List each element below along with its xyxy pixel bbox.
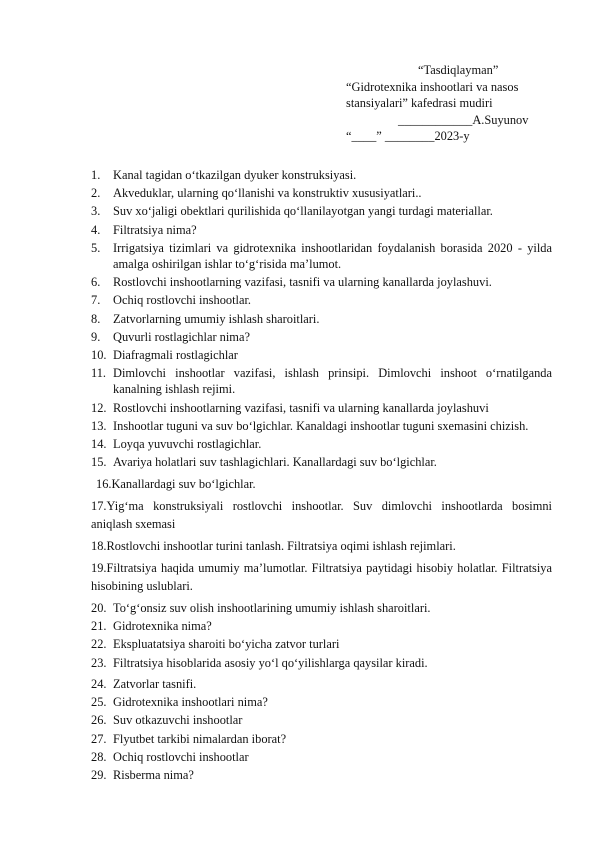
question-text: Filtratsiya hisoblarida asosiy yo‘l qo‘yilishlarga qaysilar kiradi. <box>113 655 428 670</box>
question-item: 19.Filtratsiya haqida umumiy ma’lumotlar. Filtratsiya paytidagi hisobiy holatlar. Filtratsiya hisobining uslublari. <box>91 561 552 594</box>
question-item <box>91 767 552 783</box>
question-text: Suv xo‘jaligi obektlari qurilishida qo‘llanilayotgan yangi turdagi materiallar. <box>113 204 493 219</box>
question-text: Ekspluatatsiya sharoiti bo‘yicha zatvor turlari <box>113 637 340 652</box>
question-number: 10. <box>91 347 107 362</box>
question-text: Avariya holatlari suv tashlagichlari. Kanallardagi suv bo‘lgichlar. <box>113 455 437 470</box>
question-number: 22. <box>91 637 107 652</box>
question-text: Risberma nima? <box>113 767 194 782</box>
question-item <box>91 365 552 398</box>
question-item <box>91 329 552 345</box>
question-item <box>91 292 552 308</box>
question-number: 8. <box>91 311 101 326</box>
question-item: 18.Rostlovchi inshootlar turini tanlash. Filtratsiya oqimi ishlash rejimlari. <box>91 538 456 553</box>
question-text: Diafragmali rostlagichlar <box>113 347 238 362</box>
question-item <box>91 167 552 183</box>
question-text: Rostlovchi inshootlarning vazifasi, tasnifi va ularning kanallarda joylashuvi. <box>113 275 492 290</box>
question-item <box>91 347 552 363</box>
question-text: Flyutbet tarkibi nimalardan iborat? <box>113 731 287 746</box>
question-item <box>91 655 552 671</box>
question-item <box>91 311 552 327</box>
question-item <box>91 185 552 201</box>
question-item: 16.Kanallardagi suv bo‘lgichlar. <box>96 476 256 491</box>
question-text: Gidrotexnika inshootlari nima? <box>113 695 268 710</box>
question-item <box>91 731 552 747</box>
question-text: Filtratsiya nima? <box>113 222 197 237</box>
question-number: 21. <box>91 619 107 634</box>
question-item <box>91 240 552 273</box>
approval-block <box>346 62 566 145</box>
question-number: 3. <box>91 204 101 219</box>
question-item <box>91 676 552 692</box>
question-number: 25. <box>91 695 107 710</box>
question-item <box>91 618 552 634</box>
question-number: 26. <box>91 713 107 728</box>
question-number: 13. <box>91 418 107 433</box>
question-number: 14. <box>91 437 107 452</box>
signature-line: ____________A.Suyunov <box>398 112 529 127</box>
question-number: 6. <box>91 275 101 290</box>
question-number: 11. <box>91 366 107 381</box>
question-item <box>91 712 552 728</box>
question-number: 23. <box>91 655 107 670</box>
department-line-1: “Gidrotexnika inshootlari va nasos <box>346 79 519 94</box>
date-line: “____” ________2023-y <box>346 129 470 143</box>
question-number: 20. <box>91 601 107 616</box>
question-item <box>91 203 552 219</box>
question-number: 7. <box>91 293 101 308</box>
question-number: 29. <box>91 767 107 782</box>
question-item <box>91 418 552 434</box>
question-text: Irrigatsiya tizimlari va gidrotexnika inshootlaridan foydalanish borasida 2020 - yilda amalga oshirilgan ishlar to‘g‘risida ma’lumot. <box>113 240 552 272</box>
question-item: 17.Yig‘ma konstruksiyali rostlovchi inshootlar. Suv dimlovchi inshootlarda bosimni aniqlash sxemasi <box>91 498 552 531</box>
question-number: 9. <box>91 329 101 344</box>
question-number: 28. <box>91 749 107 764</box>
question-text: Kanal tagidan o‘tkazilgan dyuker konstruksiyasi. <box>113 168 357 182</box>
question-text: Ochiq rostlovchi inshootlar <box>113 749 249 764</box>
question-text: To‘g‘onsiz suv olish inshootlarining umumiy ishlash sharoitlari. <box>113 601 431 616</box>
question-item <box>91 274 552 290</box>
question-text: Suv otkazuvchi inshootlar <box>113 713 243 728</box>
question-number: 24. <box>91 676 107 691</box>
question-item <box>91 454 552 470</box>
question-text: Zatvorlar tasnifi. <box>113 676 197 691</box>
question-text: Zatvorlarning umumiy ishlash sharoitlari. <box>113 311 320 326</box>
question-number: 5. <box>91 240 101 255</box>
question-item <box>91 600 552 616</box>
question-text: Rostlovchi inshootlarning vazifasi, tasnifi va ularning kanallarda joylashuvi <box>113 400 489 415</box>
question-item <box>91 436 552 452</box>
question-number: 12. <box>91 400 107 415</box>
question-text: Quvurli rostlagichlar nima? <box>113 329 250 344</box>
question-text: Akveduklar, ularning qo‘llanishi va konstruktiv xususiyatlari.. <box>113 186 422 201</box>
question-text: Dimlovchi inshootlar vazifasi, ishlash prinsipi. Dimlovchi inshoot o‘rnatilganda kanalning ishlash rejimi. <box>113 366 552 397</box>
question-item <box>91 749 552 765</box>
question-item <box>91 400 552 416</box>
department-line-2: stansiyalari” kafedrasi mudiri <box>346 96 493 110</box>
question-number: 4. <box>91 222 101 237</box>
question-item <box>91 222 552 238</box>
question-text: Gidrotexnika nima? <box>113 619 212 634</box>
question-list <box>91 167 552 785</box>
question-number: 15. <box>91 455 107 470</box>
question-item <box>91 636 552 652</box>
question-text: Inshootlar tuguni va suv bo‘lgichlar. Kanaldagi inshootlar tuguni sxemasini chizish. <box>113 418 529 433</box>
question-number: 1. <box>91 168 101 182</box>
question-number: 27. <box>91 731 107 746</box>
question-item <box>91 694 552 710</box>
approval-title: “Tasdiqlayman” <box>418 63 499 77</box>
question-number: 2. <box>91 186 101 201</box>
question-text: Loyqa yuvuvchi rostlagichlar. <box>113 437 262 452</box>
question-text: Ochiq rostlovchi inshootlar. <box>113 293 252 308</box>
